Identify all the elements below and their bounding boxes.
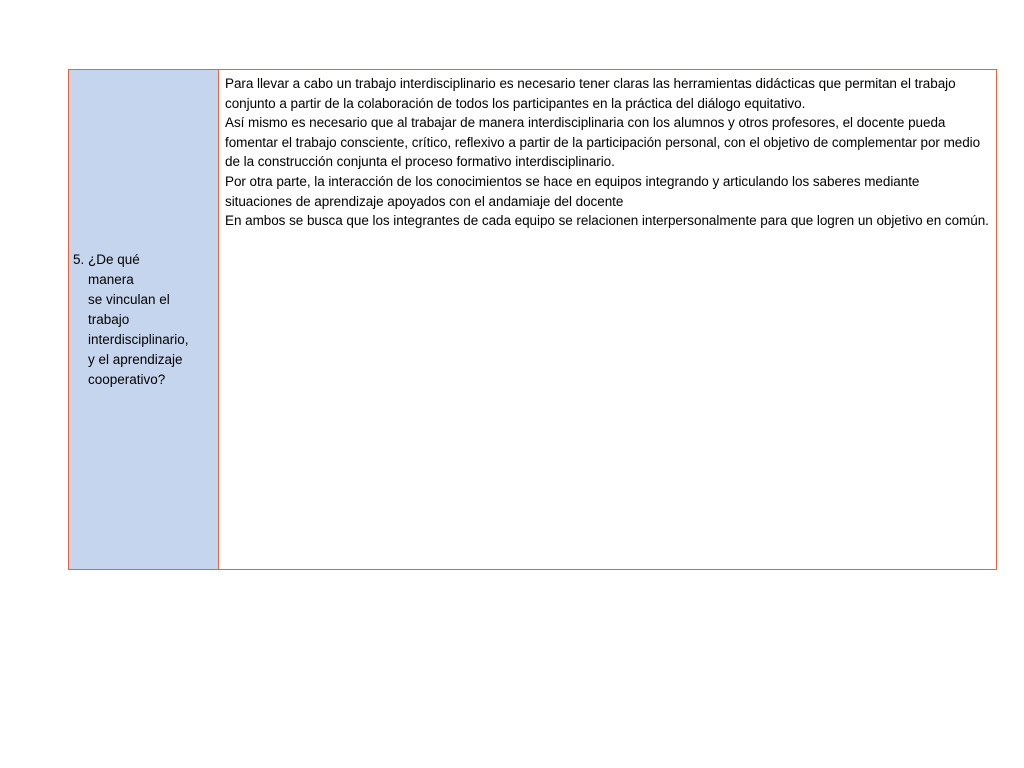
question-line: trabajo	[88, 311, 130, 327]
answer-paragraph: Para llevar a cabo un trabajo interdisciplinario es necesario tener claras las herramientas didácticas que permitan el trabajo conjunto a partir de la colaboración de todos los participantes en la práctica del diálogo equitativo.	[225, 76, 956, 111]
question-cell	[69, 70, 219, 569]
answer-paragraph: En ambos se busca que los integrantes de cada equipo se relacionen interpersonalmente para que logren un objetivo en común.	[225, 213, 989, 229]
question-number: 5.	[73, 251, 85, 267]
question-line: se vinculan el	[88, 291, 170, 307]
question-answer-table	[68, 69, 997, 570]
question-line: cooperativo?	[88, 371, 166, 387]
question-line: ¿De qué	[88, 251, 140, 267]
question-text	[73, 250, 189, 390]
question-line: interdisciplinario,	[88, 331, 189, 347]
answer-paragraph: Por otra parte, la interacción de los conocimientos se hace en equipos integrando y articulando los saberes mediante situaciones de aprendizaje apoyados con el andamiaje del docente	[225, 173, 920, 209]
answer-cell	[219, 70, 996, 569]
answer-paragraph: Así mismo es necesario que al trabajar de manera interdisciplinaria con los alumnos y otros profesores, el docente pueda fomentar el trabajo consciente, crítico, reflexivo a partir de la participación personal, con el objetivo de complementar por medio de la construcción conjunta el proceso formativo interdisciplinario.	[225, 115, 981, 170]
question-lines	[88, 250, 189, 390]
question-line: manera	[88, 271, 134, 287]
question-line: y el aprendizaje	[88, 351, 183, 367]
